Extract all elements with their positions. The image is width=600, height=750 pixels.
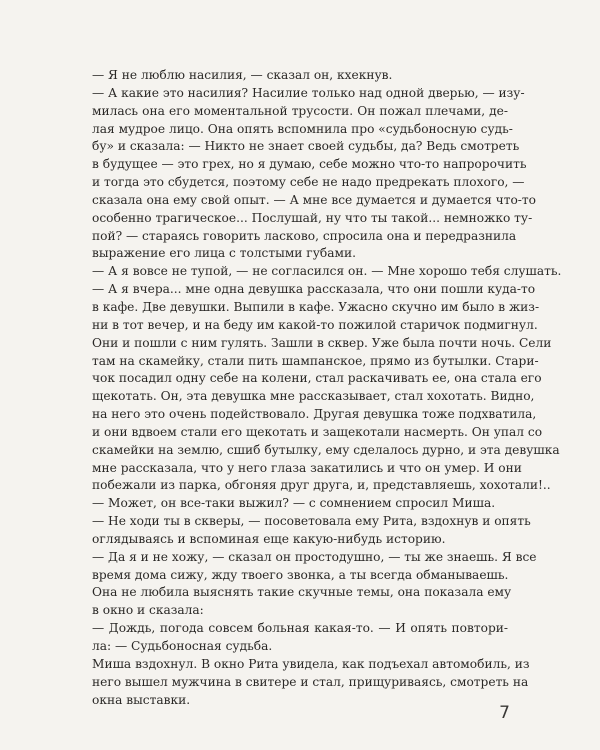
text-line: лая мудрое лицо. Она опять вспомнила про «судьбоносную судь- — [92, 121, 513, 136]
text-line: Она не любила выяснять такие скучные темы, она показала ему — [92, 585, 512, 600]
text-line: мне рассказала, что у него глаза закатились и что он умер. И они — [92, 460, 522, 475]
text-line: выражение его лица с толстыми губами. — [92, 246, 356, 261]
text-line: пой? — стараясь говорить ласково, спросила она и передразнила — [92, 228, 517, 243]
text-line: щекотать. Он, эта девушка мне рассказывает, стал хохотать. Видно, — [92, 389, 535, 404]
text-line: сказала она ему свой опыт. — А мне все думается и думается что-то — [92, 192, 537, 207]
body-text — [92, 67, 562, 709]
text-line: особенно трагическое... Послушай, ну что ты такой... немножко ту- — [92, 210, 533, 225]
text-line: — Может, он все-таки выжил? — с сомнением спросил Миша. — [92, 496, 496, 511]
text-line: чок посадил одну себе на колени, стал раскачивать ее, она стала его — [92, 371, 542, 386]
text-line: ни в тот вечер, и на беду им какой-то пожилой старичок подмигнул. — [92, 317, 538, 332]
text-line: — Не ходи ты в скверы, — посоветовала ему Рита, вздохнув и опять — [92, 514, 531, 529]
text-line: него вышел мужчина в свитере и стал, прищуриваясь, смотреть на — [92, 674, 529, 689]
text-line: скамейки на землю, сшиб бутылку, ему сделалось дурно, и эта девушка — [92, 442, 560, 457]
text-line: окна выставки. — [92, 692, 191, 707]
text-line: в окно и сказала: — [92, 603, 204, 618]
text-line: — А я вчера... мне одна девушка рассказала, что они пошли куда-то — [92, 282, 536, 297]
text-line: и они вдвоем стали его щекотать и защекотали насмерть. Он упал со — [92, 424, 543, 439]
text-line: на него это очень подействовало. Другая девушка тоже подхватила, — [92, 407, 537, 422]
text-line: — А я вовсе не тупой, — не согласился он. — Мне хорошо тебя слушать. — [92, 264, 562, 279]
text-line: в будущее — это грех, но я думаю, себе можно что-то напророчить — [92, 157, 527, 172]
text-line: ла: — Судьбоносная судьба. — [92, 639, 273, 653]
text-line: и тогда это сбудется, поэтому себе не надо предрекать плохого, — — [92, 175, 525, 190]
text-line: оглядываясь и вспоминая еще какую-нибудь историю. — [92, 531, 446, 546]
text-line: Они и пошли с ним гулять. Зашли в сквер. Уже была почти ночь. Сели — [92, 335, 552, 350]
text-line: милась она его моментальной трусости. Он пожал плечами, де- — [92, 103, 508, 118]
text-line: там на скамейку, стали пить шампанское, прямо из бутылки. Стари- — [92, 353, 539, 368]
text-line: время дома сижу, жду твоего звонка, а ты всегда обманываешь. — [92, 567, 509, 582]
text-line: — Я не люблю насилия, — сказал он, кхекнув. — [92, 68, 393, 82]
text-line: побежали из парка, обгоняя друг друга, и, представляешь, хохотали!.. — [92, 478, 551, 493]
text-line: бу» и сказала: — Никто не знает своей судьбы, да? Ведь смотреть — [92, 139, 520, 154]
text-line: — Дождь, погода совсем больная какая-то. — И опять повтори- — [92, 621, 508, 636]
page-number: 7 — [499, 703, 510, 723]
text-line: Миша вздохнул. В окно Рита увидела, как подъехал автомобиль, из — [92, 656, 530, 671]
text-line: — Да я и не хожу, — сказал он простодушно, — ты же знаешь. Я все — [92, 549, 537, 564]
text-line: в кафе. Две девушки. Выпили в кафе. Ужасно скучно им было в жиз- — [92, 299, 540, 314]
text-line: — А какие это насилия? Насилие только над одной дверью, — изу- — [92, 85, 525, 100]
